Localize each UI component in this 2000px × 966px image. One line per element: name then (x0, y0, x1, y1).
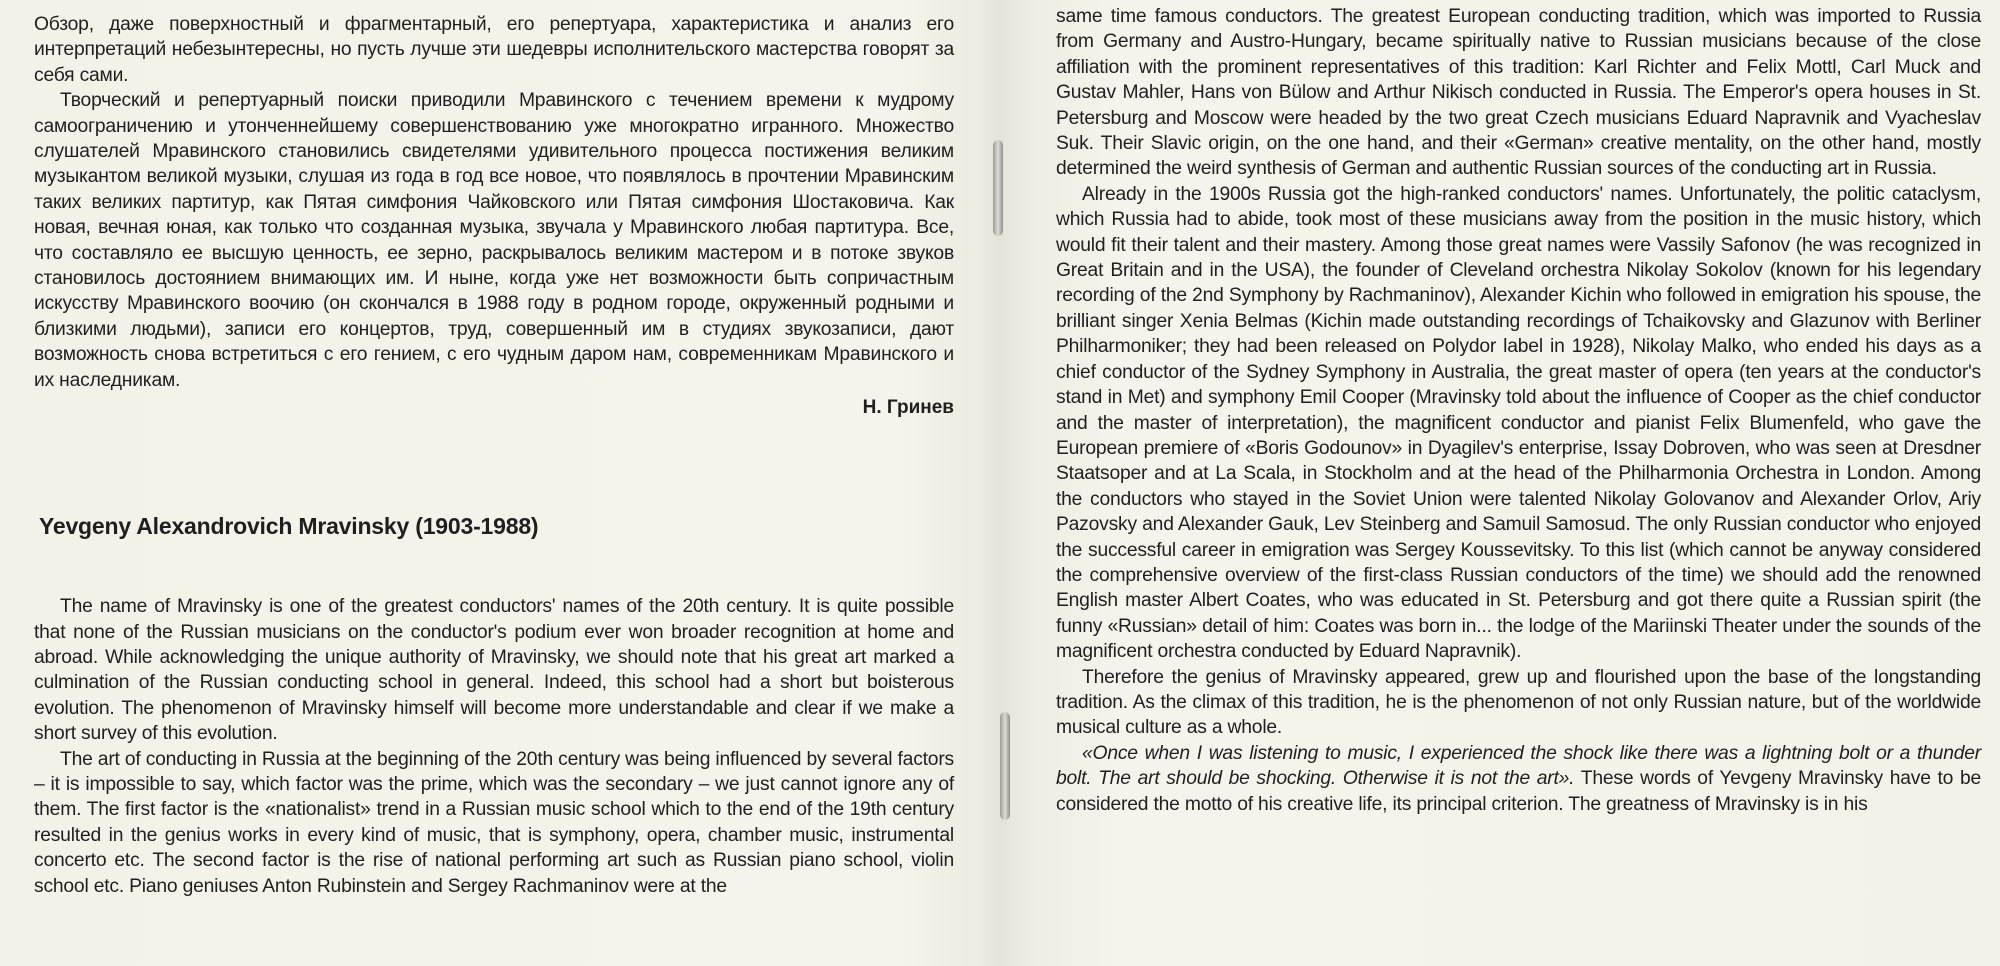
russian-body-paragraph: Творческий и репертуарный поиски приводили Мравинского с течением времени к мудрому самоограничению и утонченнейшему совершенствованию уже многократно игранного. Множество слушателей Мравинского становились свидетелями удивительного процесса постижения великим музыкантом великой музыки, слушая из года в год все новое, что появлялось в прочтении Мравинским таких великих партитур, как Пятая симфония Чайковского или Пятая симфония Шостаковича. Как новая, вечная юная, как только что созданная музыка, звучала у Мравинского любая партитура. Все, что составляло ее высшую ценность, ее зерно, раскрывалось великим мастером и в потоке звуков становилось достоянием внимающих им. И ныне, когда уже нет возможности быть сопричастным искусству Мравинского воочию (он скончался в 1988 году в родном городе, окруженный родными и близкими людьми), записи его концертов, труд, совершенный им в студиях звукозаписи, дают возможность снова встретиться с его гением, с его чудным даром нам, современникам Мравинского и их наследникам. (34, 90, 954, 391)
russian-intro-paragraph: Обзор, даже поверхностный и фрагментарный, его репертуара, характеристика и анализ его интерпретаций небезынтересны, но пусть лучше эти шедевры исполнительского мастерства говорят за себя сами. (34, 14, 954, 86)
staple-bottom (1000, 712, 1010, 820)
right-paragraph-4 (1056, 741, 1981, 817)
staple-top (993, 140, 1003, 236)
right-paragraph-3: Therefore the genius of Mravinsky appeared, grew up and flourished upon the base of the longstanding tradition. As the climax of this tradition, he is the phenomenon of not only Russian nature, but of the worldwide musical culture as a whole. (1056, 666, 1981, 739)
english-paragraph-1: The name of Mravinsky is one of the greatest conductors' names of the 20th century. It is quite possible that none of the Russian musicians on the conductor's podium ever won broader recognition at home and abroad. While acknowledging the unique authority of Mravinsky, we should note that his great art marked a culmination of the Russian conducting school in general. Indeed, this school had a short but boisterous evolution. The phenomenon of Mravinsky himself will become more understandable and clear if we make a short survey of this evolution. (34, 596, 954, 745)
english-paragraph-2: The art of conducting in Russia at the beginning of the 20th century was being influenced by several factors – it is impossible to say, which factor was the prime, which was the secondary – we just cannot ignore any of them. The first factor is the «nationalist» trend in a Russian music school which to the end of the 19th century resulted in the genius works in every kind of music, that is symphony, opera, chamber music, instrumental concerto etc. The second factor is the rise of national performing art such as Russian piano school, violin school etc. Piano geniuses Anton Rubinstein and Sergey Rachmaninov were at the (34, 748, 954, 897)
quote-commentary: These words of Yevgeny Mravinsky have to be considered the motto of his creative life, its principal criterion. The greatness of Mravinsky is in his (1056, 768, 1981, 815)
right-paragraph-1: same time famous conductors. The greatest European conducting tradition, which was imported to Russia from Germany and Austro-Hungary, became spiritually native to Russian musicians because of the close affiliation with the prominent representatives of this tradition: Karl Richter and Felix Mottl, Carl Muck and Gustav Mahler, Hans von Bülow and Arthur Nikisch conducted in Russia. The Emperor's opera houses in St. Petersburg and Moscow were headed by the two great Czech musicians Eduard Napravnik and Vyacheslav Suk. Their Slavic origin, on the one hand, and their «German» creative mentality, on the other hand, mostly determined the weird synthesis of German and authentic Russian sources of the conducting art in Russia. (1056, 6, 1981, 180)
right-paragraph-2: Already in the 1900s Russia got the high-ranked conductors' names. Unfortunately, the politic cataclysm, which Russia had to abide, took most of these musicians away from the position in the music history, which would fit their talent and their mastery. Among those great names were Vassily Safonov (he was recognized in Great Britain and in the USA), the founder of Cleveland orchestra Nikolay Sokolov (known for his legendary recording of the 2nd Symphony by Rachmaninov), Alexander Kichin who followed in emigration his spouse, the brilliant singer Xenia Belmas (Kichin made outstanding recordings of Tchaikovsky and Glazunov with Berliner Philharmoniker; they had been released on Polydor label in 1928), Nikolay Malko, who ended his days as a chief conductor of the Sydney Symphony in Australia, the great master of opera (ten years at the conductor's stand in Met) and symphony Emil Cooper (Mravinsky told about the influence of Cooper as the chief conductor and the master of interpretation), the magnificent conductor and pianist Felix Blumenfeld, who gave the European premiere of «Boris Godounov» in Dyagilev's enterprise, Issay Dobroven, who was seen at Dresdner Staatsoper and at La Scala, in Stockholm and at the head of the Philharmonia Orchestra in London. Among the conductors who stayed in the Soviet Union were talented Nikolay Golovanov and Alexander Orlov, Ariy Pazovsky and Alexander Gauk, Lev Steinberg and Samuil Samosud. The only Russian conductor who enjoyed the successful career in emigration was Sergey Koussevitsky. To this list (which cannot be anyway considered the comprehensive overview of the first-class Russian conductors of the time) we should add the renowned English master Albert Coates, who was educated in St. Petersburg and got there quite a Russian spirit (the funny «Russian» detail of him: Coates was born in... the lodge of the Mariinski Theater under the sounds of the magnificent orchestra conducted by Eduard Napravnik). (1056, 183, 1981, 663)
right-page (1056, 4, 1981, 960)
english-intro-block (34, 594, 954, 899)
mravinsky-quote: «Once when I was listening to music, I experienced the shock like there was a lightning bolt or a thunder bolt. The art should be shocking. Otherwise it is not the art». (1056, 742, 1981, 790)
author-signature: Н. Гринев (862, 397, 954, 419)
left-page (34, 12, 954, 962)
section-heading: Yevgeny Alexandrovich Mravinsky (1903-1988) (39, 513, 539, 540)
